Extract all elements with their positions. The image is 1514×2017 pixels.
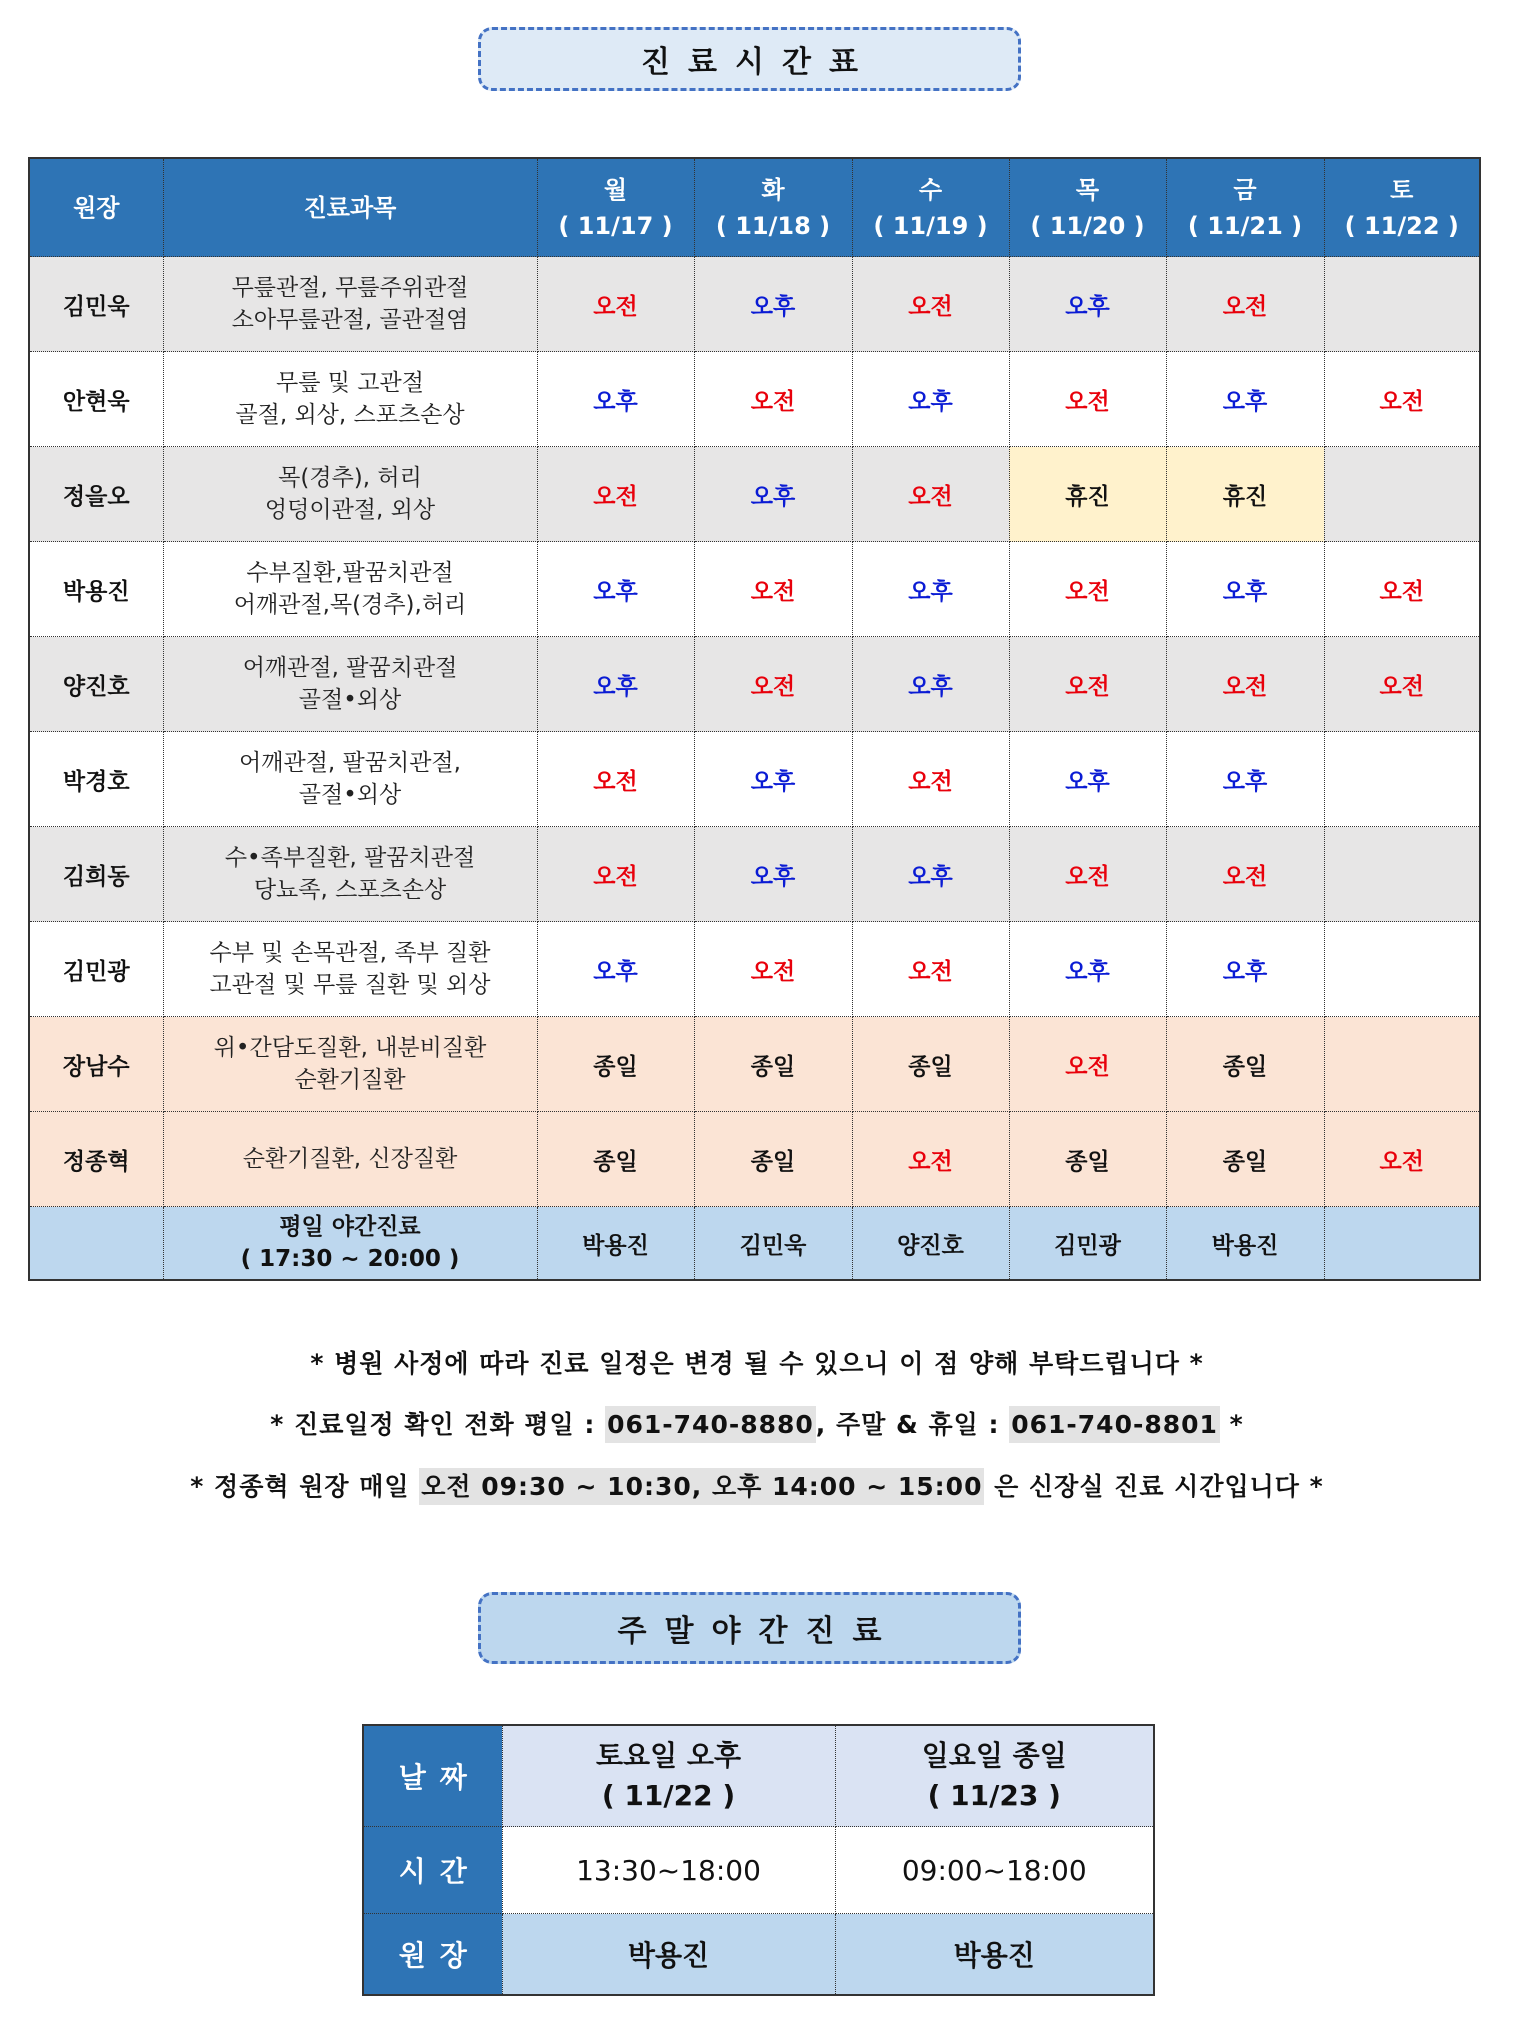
day-label: 월: [603, 175, 628, 204]
note-phone: [0, 1405, 1514, 1441]
slot-cell: [1324, 257, 1480, 352]
slot-cell: 오후: [852, 352, 1009, 447]
weekend-doctor-sat: 박용진: [502, 1914, 835, 1996]
slot-cell: 오후: [1009, 732, 1166, 827]
doctor-name: 김희동: [29, 827, 163, 922]
subject-line: 고관절 및 무릎 질환 및 외상: [209, 972, 491, 998]
subject-line: 목(경추), 허리: [278, 465, 422, 491]
slot-cell: 오전: [1166, 637, 1324, 732]
weekend-doctor-row: [363, 1914, 1154, 1996]
slot-cell: 오후: [537, 637, 694, 732]
subject-line: 무릎 및 고관절: [276, 370, 424, 396]
slot-cell: 오전: [852, 1112, 1009, 1207]
slot-cell: 오후: [694, 257, 852, 352]
slot-cell: [1324, 827, 1480, 922]
slot-cell: 오전: [694, 352, 852, 447]
weekday-phone[interactable]: 061-740-8880: [605, 1406, 816, 1443]
doctor-row: [29, 447, 1480, 542]
subject-line: 수부질환,팔꿈치관절: [246, 560, 454, 586]
header-row: [29, 158, 1480, 257]
subject-line: 골절•외상: [298, 782, 402, 808]
subject-line: 순환기질환: [294, 1067, 406, 1093]
slot-cell: 오전: [694, 542, 852, 637]
weekend-date: ( 11/22 ): [601, 1779, 736, 1812]
night-doctor: 김민욱: [694, 1207, 852, 1281]
slot-cell: 오전: [1009, 352, 1166, 447]
slot-cell: 오후: [1166, 542, 1324, 637]
doctor-row: [29, 637, 1480, 732]
doctor-subject: [163, 827, 537, 922]
weekend-label-date: [363, 1725, 502, 1827]
subject-line: 어깨관절, 팔꿈치관절,: [239, 750, 461, 776]
slot-cell: 오전: [537, 257, 694, 352]
weekend-date: ( 11/23 ): [927, 1779, 1061, 1812]
slot-cell: 종일: [1166, 1112, 1324, 1207]
weekend-title-box: [478, 1592, 1021, 1664]
weekend-time-sat: 13:30~18:00: [502, 1827, 835, 1914]
slot-cell: 종일: [694, 1017, 852, 1112]
slot-cell: 오전: [537, 447, 694, 542]
header-day-tue: [694, 158, 852, 257]
doctor-name: 박용진: [29, 542, 163, 637]
weekend-date-row: [363, 1725, 1154, 1827]
page-title-box: [478, 27, 1021, 91]
slot-cell: 오전: [1324, 352, 1480, 447]
doctor-row: [29, 257, 1480, 352]
slot-cell: 오전: [1324, 542, 1480, 637]
doctor-subject: [163, 447, 537, 542]
subject-line: 수•족부질환, 팔꿈치관절: [224, 845, 476, 871]
slot-cell: [1324, 922, 1480, 1017]
slot-cell: 오후: [537, 352, 694, 447]
header-day-wed: [852, 158, 1009, 257]
weekend-time-row: [363, 1827, 1154, 1914]
slot-cell: 오전: [1009, 827, 1166, 922]
page-title: 진료시간표: [641, 45, 876, 80]
subject-line: 엉덩이관절, 외상: [264, 497, 436, 523]
slot-cell: [1324, 732, 1480, 827]
note-text: *: [1219, 1410, 1244, 1439]
doctor-name: 정을오: [29, 447, 163, 542]
slot-cell: 오후: [1009, 257, 1166, 352]
weekend-title: 주말야간진료: [617, 1614, 900, 1649]
slot-cell: 오전: [1166, 257, 1324, 352]
slot-cell: 오후: [852, 542, 1009, 637]
doctor-subject: [163, 542, 537, 637]
doctor-row: [29, 732, 1480, 827]
weekend-label-time: [363, 1827, 502, 1914]
night-doctor: 양진호: [852, 1207, 1009, 1281]
night-clinic-label: [163, 1207, 537, 1281]
slot-cell: 오전: [694, 637, 852, 732]
slot-cell: 오전: [1009, 1017, 1166, 1112]
doctor-name: 정종혁: [29, 1112, 163, 1207]
doctor-row: [29, 542, 1480, 637]
doctor-row: [29, 922, 1480, 1017]
slot-cell: 오후: [852, 637, 1009, 732]
note-text: , 주말 & 휴일 :: [815, 1410, 1010, 1439]
night-title: 평일 야간진료: [279, 1214, 421, 1240]
day-label: 목: [1075, 175, 1100, 204]
doctor-name: 박경호: [29, 732, 163, 827]
schedule-table: [28, 157, 1481, 1281]
night-doctor: 박용진: [1166, 1207, 1324, 1281]
note-schedule-change: [0, 1344, 1514, 1380]
header-subject: 진료과목: [163, 158, 537, 257]
slot-cell: 오전: [537, 827, 694, 922]
subject-line: 당뇨족, 스포츠손상: [253, 877, 447, 903]
subject-line: 골절, 외상, 스포츠손상: [235, 402, 465, 428]
slot-cell: 휴진: [1166, 447, 1324, 542]
slot-cell: 종일: [1009, 1112, 1166, 1207]
night-doctor: 박용진: [537, 1207, 694, 1281]
slot-cell: 오전: [852, 922, 1009, 1017]
slot-cell: 오전: [852, 732, 1009, 827]
night-time: ( 17:30 ~ 20:00 ): [240, 1246, 460, 1272]
slot-cell: 오전: [1324, 637, 1480, 732]
note-text: 은 신장실 진료 시간입니다 *: [984, 1472, 1324, 1501]
day-date: ( 11/19 ): [873, 211, 988, 240]
subject-line: 소아무릎관절, 골관절염: [231, 307, 469, 333]
slot-cell: 오후: [852, 827, 1009, 922]
doctor-name: 양진호: [29, 637, 163, 732]
night-doctor: 김민광: [1009, 1207, 1166, 1281]
slot-cell: 종일: [852, 1017, 1009, 1112]
day-date: ( 11/17 ): [558, 211, 673, 240]
doctor-subject: [163, 922, 537, 1017]
weekend-time-sun: 09:00~18:00: [835, 1827, 1154, 1914]
day-label: 수: [918, 175, 943, 204]
doctor-subject: [163, 637, 537, 732]
slot-cell: 오전: [1009, 542, 1166, 637]
weekend-date-sat: [502, 1725, 835, 1827]
doctor-row: [29, 1017, 1480, 1112]
label-text: 날짜: [398, 1761, 481, 1794]
doctor-subject: [163, 1112, 537, 1207]
header-day-fri: [1166, 158, 1324, 257]
slot-cell: 오전: [1324, 1112, 1480, 1207]
doctor-name: 김민광: [29, 922, 163, 1017]
doctor-name: 안현욱: [29, 352, 163, 447]
slot-cell: 오전: [1009, 637, 1166, 732]
dialysis-hours: 오전 09:30 ~ 10:30, 오후 14:00 ~ 15:00: [419, 1468, 984, 1505]
doctor-subject: [163, 257, 537, 352]
slot-cell: 오전: [694, 922, 852, 1017]
weekend-date-sun: [835, 1725, 1154, 1827]
doctor-row: [29, 827, 1480, 922]
subject-line: 어깨관절,목(경추),허리: [233, 592, 467, 618]
header-day-thu: [1009, 158, 1166, 257]
subject-line: 어깨관절, 팔꿈치관절: [242, 655, 458, 681]
doctor-subject: [163, 352, 537, 447]
holiday-phone[interactable]: 061-740-8801: [1009, 1406, 1220, 1443]
slot-cell: 오후: [1166, 922, 1324, 1017]
note-text: * 진료일정 확인 전화 평일 :: [270, 1410, 606, 1439]
doctor-subject: [163, 732, 537, 827]
day-label: 금: [1233, 175, 1257, 204]
weekend-day: 일요일 종일: [921, 1739, 1067, 1772]
slot-cell: 종일: [537, 1017, 694, 1112]
slot-cell: 종일: [694, 1112, 852, 1207]
doctor-row: [29, 1112, 1480, 1207]
slot-cell: 오전: [1166, 827, 1324, 922]
slot-cell: 오후: [1009, 922, 1166, 1017]
subject-line: 골절•외상: [298, 687, 402, 713]
slot-cell: 오전: [852, 447, 1009, 542]
label-text: 원장: [398, 1939, 481, 1972]
label-text: 시간: [398, 1855, 481, 1888]
subject-line: 무릎관절, 무릎주위관절: [231, 275, 469, 301]
weekend-doctor-sun: 박용진: [835, 1914, 1154, 1996]
slot-cell: 오전: [852, 257, 1009, 352]
weekend-table: [362, 1724, 1155, 1996]
day-date: ( 11/18 ): [715, 211, 831, 240]
weekend-label-doctor: [363, 1914, 502, 1996]
day-date: ( 11/22 ): [1344, 211, 1459, 240]
subject-line: 위•간담도질환, 내분비질환: [213, 1035, 487, 1061]
night-empty-cell: [29, 1207, 163, 1281]
day-label: 화: [761, 175, 785, 204]
slot-cell: 종일: [537, 1112, 694, 1207]
slot-cell: 오후: [537, 922, 694, 1017]
slot-cell: 오전: [537, 732, 694, 827]
note-text: * 병원 사정에 따라 진료 일정은 변경 될 수 있으니 이 점 양해 부탁드립니다 *: [310, 1349, 1204, 1378]
doctor-name: 김민욱: [29, 257, 163, 352]
day-label: 토: [1390, 175, 1414, 204]
slot-cell: [1324, 447, 1480, 542]
slot-cell: 오후: [694, 447, 852, 542]
header-director: 원장: [29, 158, 163, 257]
doctor-subject: [163, 1017, 537, 1112]
night-doctor: [1324, 1207, 1480, 1281]
slot-cell: 휴진: [1009, 447, 1166, 542]
doctor-name: 장남수: [29, 1017, 163, 1112]
day-date: ( 11/21 ): [1187, 211, 1303, 240]
slot-cell: 오후: [1166, 732, 1324, 827]
header-day-mon: [537, 158, 694, 257]
subject-line: 수부 및 손목관절, 족부 질환: [209, 940, 491, 966]
note-text: * 정종혁 원장 매일: [190, 1472, 420, 1501]
slot-cell: 오후: [537, 542, 694, 637]
weekend-day: 토요일 오후: [596, 1739, 741, 1772]
day-date: ( 11/20 ): [1030, 211, 1145, 240]
slot-cell: [1324, 1017, 1480, 1112]
night-clinic-row: [29, 1207, 1480, 1281]
header-day-sat: [1324, 158, 1480, 257]
note-dialysis: [0, 1467, 1514, 1503]
slot-cell: 종일: [1166, 1017, 1324, 1112]
slot-cell: 오후: [694, 827, 852, 922]
slot-cell: 오후: [1166, 352, 1324, 447]
subject-line: 순환기질환, 신장질환: [242, 1146, 458, 1172]
doctor-row: [29, 352, 1480, 447]
slot-cell: 오후: [694, 732, 852, 827]
